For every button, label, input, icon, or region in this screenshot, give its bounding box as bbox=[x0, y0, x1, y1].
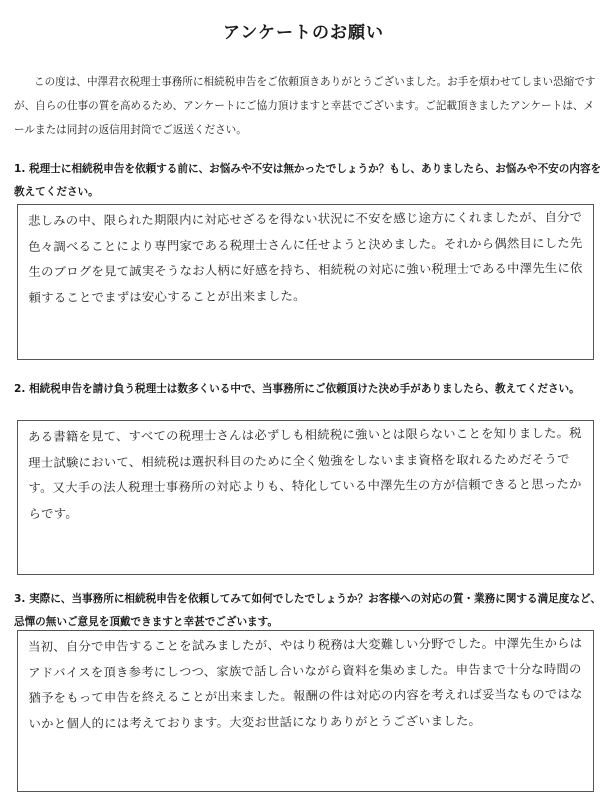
answer-box-2 bbox=[17, 420, 594, 575]
question-2: 2. 相続税申告を請け負う税理士は数多くいる中で、当事務所にご依頼頂けた決め手がありましたら、教えてください。 bbox=[14, 383, 580, 395]
page-title: アンケートのお願い bbox=[223, 23, 384, 43]
question-1: 1. 税理士に相続税申告を依頼する前に、お悩みや不安は無かったでしょうか？もし、ありましたら、お悩みや不安の内容を教えてください。 bbox=[14, 163, 602, 198]
handwritten-answer-3: 当初、自分で申告することを試みましたが、やはり税務は大変難しい分野でした。中澤先生からはアドバイスを頂き参考にしつつ、家族で話し合いながら資料を集めました。申告まで十分な時間の猶予をもって申告を終えることが出来ました。報酬の件は対応の内容を考えれば妥当なものではないかと個人的には考えております。大変お世話になりありがとうございました。 bbox=[28, 636, 583, 731]
intro-paragraph: この度は、中澤君衣税理士事務所に相続税申告をご依頼頂きありがとうございました。お手を煩わせてしまい恐縮ですが、自らの仕事の質を高めるため、アンケートにご協力頂けますと幸甚でございます。ご記載頂きましたアンケートは、メールまたは同封の返信用封筒でご返送ください。 bbox=[14, 76, 596, 136]
answer-box-3 bbox=[17, 630, 594, 792]
question-3: 3. 実際に、当事務所に相続税申告を依頼してみて如何でしたでしょうか？お客様への対応の質・業務に関する満足度など、忌憚の無いご意見を頂戴できますと幸甚でございます。 bbox=[14, 593, 602, 628]
answer-box-1 bbox=[17, 204, 594, 360]
handwritten-answer-1: 悲しみの中、限られた期限内に対応せざるを得ない状況に不安を感じ途方にくれましたが、自分で色々調べることにより専門家である税理士さんに任せようと決めました。それから偶然目にした先生のブログを見て誠実そうなお人柄に好感を持ち、相続税の対応に強い税理士である中澤先生に依頼することでまずは安心することが出来ました。 bbox=[28, 210, 583, 305]
handwritten-answer-2: ある書籍を見て、すべての税理士さんは必ずしも相続税に強いとは限らないことを知りました。税理士試験において、相続税は選択科目のために全く勉強をしないまま資格を取れるためだそうです。又大手の法人税理士事務所の対応よりも、特化している中澤先生の方が信頼できると思ったからです。 bbox=[28, 426, 582, 521]
